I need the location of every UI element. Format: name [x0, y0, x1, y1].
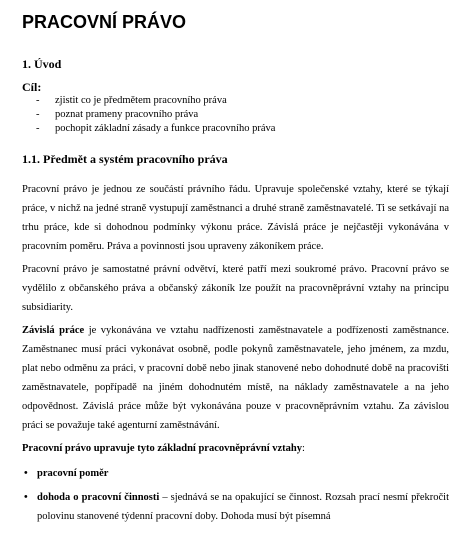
paragraph-independent-branch: Pracovní právo je samostatné právní odvětví, které patří mezi soukromé právo. Pracovní právo se vydělilo z občanského práva a občanský zákoník lze použít na pracovněprávní vztahy na principu subsidiarity. — [22, 264, 449, 313]
relations-intro-colon: : — [302, 443, 305, 454]
dependent-work-term: Závislá práce — [22, 325, 85, 336]
relation-label: pracovní poměr — [37, 468, 109, 479]
relation-label: dohoda o pracovní činnosti — [37, 492, 160, 503]
relation-item — [22, 488, 449, 526]
relations-intro-text: Pracovní právo upravuje tyto základní pracovněprávní vztahy — [22, 443, 302, 454]
relation-text: – sjednává se na opakující se činnost. Rozsah prací nesmí překročit polovinu stanovené týdenní pracovní doby. Dohoda musí být písemná — [37, 492, 449, 522]
goal-label: Cíl: — [22, 80, 42, 94]
relations-list — [22, 464, 449, 526]
dependent-work-text: je vykonávána ve vztahu nadřízenosti zaměstnavatele a podřízenosti zaměstnance. Zaměstnanec musí práci vykonávat osobně, podle pokynů zaměstnavatele, jeho jménem, za mzdu, plat nebo odměnu za práci, v pracovní době nebo jinak stanovené nebo dohodnuté době na pracovišti zaměstnavatele, popřípadě na jiném dohodnutém místě, na náklady zaměstnavatele a na jeho odpovědnost. Závislá práce může být vykonávána pouze v pracovněprávním vztahu. Za závislou práci se považuje také agenturní zaměstnávání. — [22, 325, 449, 431]
document-title: PRACOVNÍ PRÁVO — [22, 12, 187, 32]
relation-item — [22, 464, 449, 483]
goal-item: - poznat prameny pracovního práva — [22, 108, 449, 122]
paragraph-dependent-work — [22, 321, 449, 435]
goal-item: - zjistit co je předmětem pracovního práva — [22, 94, 449, 108]
goal-list — [22, 94, 449, 136]
section-heading-intro: 1. Úvod — [22, 57, 62, 71]
section-heading-subject: 1.1. Předmět a systém pracovního práva — [22, 152, 228, 166]
paragraph-relations-intro — [22, 439, 449, 458]
paragraph-definition: Pracovní právo je jednou ze součástí právního řádu. Upravuje společenské vztahy, které se týkají práce, v nichž na jedné straně vystupují zaměstnanci a druhé straně zaměstnavatelé. Ti se setkávají na trhu práce, kde si dohodnou podmínky výkonu práce. Závislá práce je nejčastěji vykonávána v pracovním poměru. Práva a povinnosti jsou upraveny zákoníkem práce. — [22, 184, 449, 252]
goal-item: - pochopit základní zásady a funkce pracovního práva — [22, 122, 449, 136]
